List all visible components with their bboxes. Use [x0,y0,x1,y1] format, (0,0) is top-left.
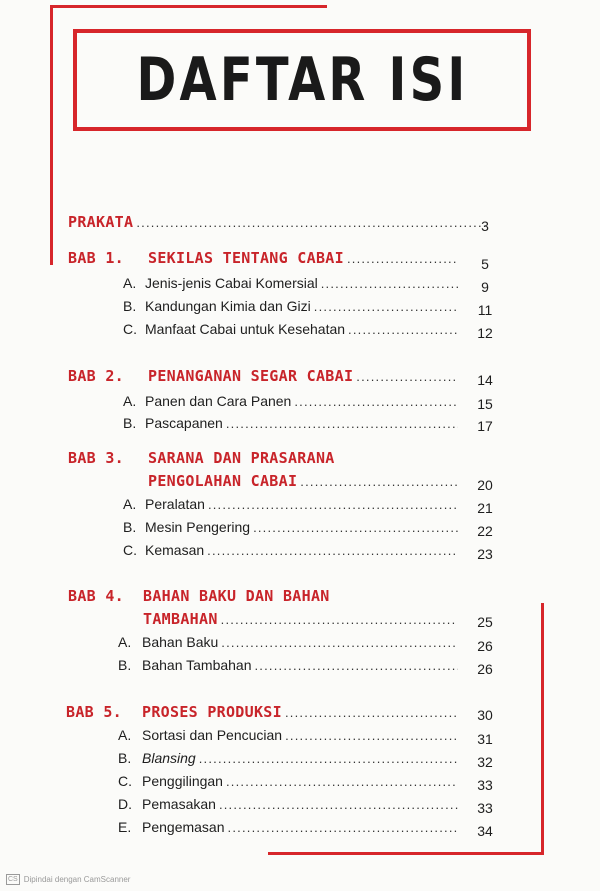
page-number: 5 [481,256,489,272]
item-title: Panen dan Cara Panen [145,393,292,409]
dot-leader [136,215,485,230]
toc-chapter-2[interactable] [68,367,460,389]
dot-leader [221,635,458,650]
chapter-label: BAB 5. [66,703,122,721]
item-letter: C. [118,773,132,789]
chapter-title-line1: SARANA DAN PRASARANA [148,449,335,467]
dot-leader [221,612,457,627]
chapter-title: SEKILAS TENTANG CABAI [148,249,344,267]
dot-leader [285,728,458,743]
page-number: 17 [477,418,493,434]
page-number: 3 [481,218,489,234]
dot-leader [226,416,458,431]
dot-leader [207,543,458,558]
item-letter: A. [123,496,137,512]
item-letter: B. [123,519,137,535]
dot-leader [253,520,458,535]
toc-item-5a[interactable] [118,727,461,749]
item-title: Blansing [142,750,196,766]
item-letter: A. [118,634,132,650]
toc-item-5c[interactable] [118,773,461,795]
toc-chapter-1[interactable] [68,249,460,271]
watermark-text: Dipindai dengan CamScanner [23,875,131,884]
dot-leader [208,497,458,512]
item-letter: A. [118,727,132,743]
dot-leader [356,369,457,384]
page-number: 26 [477,661,493,677]
dot-leader [321,276,458,291]
chapter-title: PENANGANAN SEGAR CABAI [148,367,354,385]
dot-leader [228,820,458,835]
chapter-label: BAB 2. [68,367,124,385]
toc-chapter-4-line2[interactable] [143,610,460,632]
toc-chapter-4[interactable] [68,587,460,609]
page-title: DAFTAR ISI [136,45,468,115]
page-number: 21 [477,500,493,516]
toc-item-1a[interactable] [123,275,461,297]
toc-item-4b[interactable] [118,657,461,679]
toc-item-5d[interactable] [118,796,461,818]
item-title: Pascapanen [145,415,223,431]
scanner-watermark [6,874,130,885]
item-title: Bahan Tambahan [142,657,252,673]
dot-leader [285,705,457,720]
item-title: Jenis-jenis Cabai Komersial [145,275,318,291]
toc-item-3a[interactable] [123,496,461,518]
dot-leader [347,251,457,266]
chapter-label: BAB 4. [68,587,124,605]
toc-item-3c[interactable] [123,542,461,564]
dot-leader [255,658,459,673]
page-number: 14 [477,372,493,388]
toc-entry-prakata[interactable] [68,213,488,235]
chapter-title: TAMBAHAN [143,610,218,628]
page-number: 34 [477,823,493,839]
item-title: Pemasakan [142,796,216,812]
item-title: Bahan Baku [142,634,219,650]
chapter-title-line1: BAHAN BAKU DAN BAHAN [143,587,330,605]
toc-item-5e[interactable] [118,819,461,841]
toc-chapter-5[interactable] [66,703,460,725]
item-letter: A. [123,393,137,409]
page-number: 12 [477,325,493,341]
chapter-label: BAB 3. [68,449,124,467]
toc-item-1b[interactable] [123,298,461,320]
dot-leader [219,797,458,812]
toc-item-5b[interactable] [118,750,461,772]
frame-left-line [50,5,53,265]
title-box [73,29,531,131]
item-letter: C. [123,542,137,558]
page-number: 33 [477,800,493,816]
toc-item-1c[interactable] [123,321,461,343]
chapter-title: PENGOLAHAN CABAI [148,472,298,490]
page-number: 30 [477,707,493,723]
page-number: 11 [477,302,493,318]
toc-item-2b[interactable] [123,415,461,437]
page-number: 22 [477,523,493,539]
item-title: Kemasan [145,542,205,558]
page-number: 25 [477,614,493,630]
item-letter: C. [123,321,137,337]
item-letter: B. [123,415,137,431]
dot-leader [226,774,458,789]
toc-item-4a[interactable] [118,634,461,656]
dot-leader [294,394,458,409]
item-title: Kandungan Kimia dan Gizi [145,298,311,314]
item-letter: B. [118,750,132,766]
camscanner-icon: CS [8,876,18,883]
item-title: Sortasi dan Pencucian [142,727,283,743]
item-title: Mesin Pengering [145,519,251,535]
item-letter: D. [118,796,132,812]
frame-bottom-line [268,852,544,855]
frame-top-line [50,5,327,8]
prakata-label: PRAKATA [68,213,134,231]
item-title: Manfaat Cabai untuk Kesehatan [145,321,346,337]
dot-leader [348,322,458,337]
dot-leader [300,474,457,489]
toc-item-2a[interactable] [123,393,461,415]
page-number: 20 [477,477,493,493]
page-number: 23 [477,546,493,562]
page-number: 31 [477,731,493,747]
page-number: 26 [477,638,493,654]
dot-leader [314,299,458,314]
page-number: 32 [477,754,493,770]
page-number: 9 [481,279,489,295]
item-letter: A. [123,275,137,291]
chapter-label: BAB 1. [68,249,124,267]
item-letter: B. [118,657,132,673]
toc-item-3b[interactable] [123,519,461,541]
dot-leader [199,751,458,766]
frame-right-line [541,603,544,855]
chapter-title: PROSES PRODUKSI [142,703,282,721]
page-number: 15 [477,396,493,412]
page-number: 33 [477,777,493,793]
item-title: Penggilingan [142,773,223,789]
toc-chapter-3[interactable] [68,449,460,471]
item-letter: B. [123,298,137,314]
item-letter: E. [118,819,132,835]
item-title: Peralatan [145,496,205,512]
item-title: Pengemasan [142,819,225,835]
toc-chapter-3-line2[interactable] [148,472,460,494]
